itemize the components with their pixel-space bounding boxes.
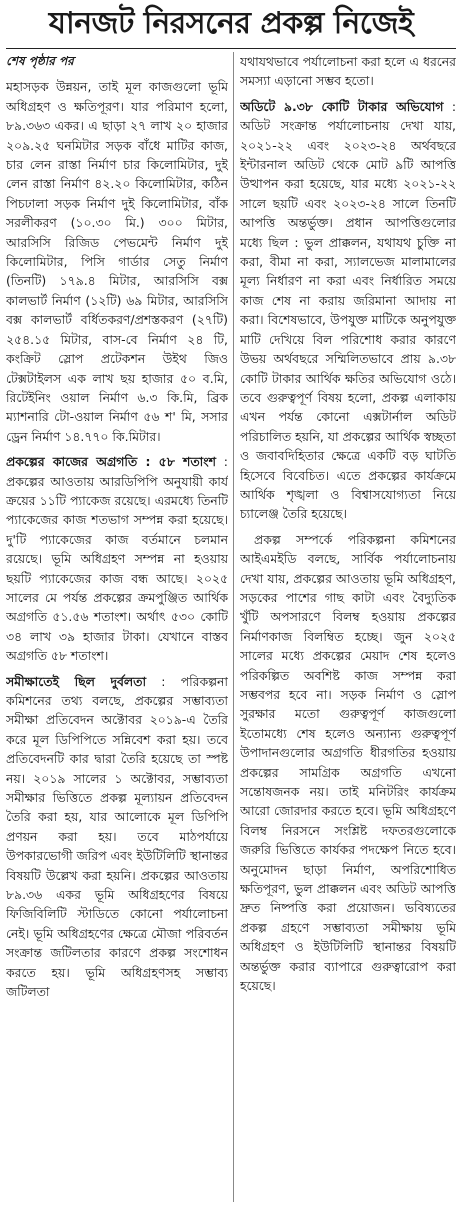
- headline: যানজট নিরসনের প্রকল্প নিজেই: [48, 6, 414, 41]
- audit-text: : অডিট সংক্রান্ত পর্যালোচনায় দেখা যায়, ২০২১-২২ এবং ২০২৩-২৪ অর্থবছরে ইন্টারনাল অডিট থেকে মোট ৯টি আপত্তি উত্থাপন করা হয়েছে, যার মধ্যে ২০২১-২২ সালে ছয়টি এবং ২০২৩-২৪ সালে তিনটি আপত্তি অন্তর্ভুক্ত। প্রধান আপত্তিগুলোর মধ্যে ছিল : ভুল প্রাক্কলন, যথাযথ চুক্তি না করা, বীমা না করা, স্যালভেজ মালামালের মূল্য নির্ধারণ না করা এবং নির্ধারিত সময়ে কাজ শেষ না করায় জরিমানা আদায় না করা। বিশেষভাবে, উপযুক্ত মাটিকে অনুপযুক্ত মাটি দেখিয়ে বিল পরিশোধ করার কারণে উভয় অর্থবছরে সম্মিলিতভাবে প্রায় ৯.৩৮ কোটি টাকার আর্থিক ক্ষতির অভিযোগ ওঠে। তবে গুরুত্বপূর্ণ বিষয় হলো, প্রকল্প এলাকায় এখন পর্যন্ত কোনো এক্সটার্নাল অডিট পরিচালিত হয়নি, যা প্রকল্পের আর্থিক স্বচ্ছতা ও জবাবদিহিতার ক্ষেত্রে একটি বড় ঘাটতি হিসেবে বিবেচিত। এতে প্রকল্পের কার্যক্রমে আর্থিক শৃঙ্খলা ও বিশ্বাসযোগ্যতা নিয়ে চ্যালেঞ্জ তৈরি হয়েছে।: [240, 98, 456, 522]
- right-paragraph-1: যথাযথভাবে পর্যালোচনা করা হলে এ ধরনের সমস্যা এড়ানো সম্ভব হতো।: [240, 54, 456, 89]
- continuation-kicker: শেষ পৃষ্ঠার পর: [6, 54, 74, 68]
- right-column: [240, 52, 456, 1202]
- left-column: [6, 52, 228, 1202]
- column-divider: [233, 52, 234, 1202]
- subheading-progress: প্রকল্পের কাজের অগ্রগতি : ৫৮ শতাংশ: [6, 454, 216, 470]
- left-paragraph-1: মহাসড়ক উন্নয়ন, তাই মূল কাজগুলো ভূমি অধিগ্রহণ ও ক্ষতিপূরণ। যার পরিমাণ হলো, ৮৯.৩৬৩ একর। এ ছাড়া ২৭ লাখ ২০ হাজার ২০৯.২৫ ঘনমিটার সড়ক বাঁধে মাটির কাজ, চার লেন রাস্তা নির্মাণ চার কিলোমিটার, দুই লেন রাস্তা নির্মাণ ৪২.২০ কিলোমিটার, কঠিন পিচঢালা সড়ক নির্মাণ দুই কিলোমিটার, বাঁক সরলীকরণ (১০.৩০ মি.) ৩০০ মিটার, আরসিসি রিজিড পেভমেন্ট নির্মাণ দুই কিলোমিটার, পিসি গার্ডার সেতু নির্মাণ (তিনটি) ১৭৯.৪ মিটার, আরসিসি বক্স কালভার্ট নির্মাণ (১২টি) ৬৯ মিটার, আরসিসি বক্স কালভার্ট বর্ধিতকরণ/প্রশস্তকরণ (২৭টি) ২৫৪.১৫ মিটার, বাস-বে নির্মাণ ২৪ টি, কংক্রিট স্লোপ প্রটেকশন উইথ জিও টেক্সটাইলস এক লাখ ছয় হাজার ৫০ ব.মি, রিটেইনিং ওয়াল নির্মাণ ৬.৩ কি.মি, ব্রিক ম্যাশনারি টো-ওয়াল নির্মাণ ৫৬ শ' মি, সসার ড্রেন নির্মাণ ১৪.৭৭০ কি.মিটার।: [6, 79, 228, 444]
- left-paragraph-3: [6, 672, 228, 1002]
- right-paragraph-2: [240, 97, 456, 524]
- headline-rule: [6, 48, 456, 49]
- subheading-audit: অডিটে ৯.৩৮ কোটি টাকার অভিযোগ: [240, 98, 444, 114]
- progress-text: : প্রকল্পের আওতায় আরডিপিপি অনুযায়ী কার্য ক্রয়ের ১১টি প্যাকেজ রয়েছে। এরমধ্যে তিনটি প্যাকেজের কাজ শতভাগ সম্পন্ন করা হয়েছে। দু'টি প্যাকেজের কাজ বর্তমানে চলমান রয়েছে। ভূমি অধিগ্রহণ সম্পন্ন না হওয়ায় ছয়টি প্যাকেজের কাজ বন্ধ আছে। ২০২৫ সালের মে পর্যন্ত প্রকল্পের ক্রমপুঞ্জিত আর্থিক অগ্রগতি ৫১.৫৬ শতাংশ। অর্থাৎ ৫৩০ কোটি ৩৪ লাখ ৩৯ হাজার টাকা। যেখানে বাস্তব অগ্রগতি ৫৮ শতাংশ।: [6, 454, 228, 664]
- survey-text: : পরিকল্পনা কমিশনের তথ্য বলছে, প্রকল্পের সম্ভাব্যতা সমীক্ষা প্রতিবেদন অক্টোবর ২০১৯-এ তৈরি করে মূল ডিপিপিতে সন্নিবেশ করা হয়। তবে প্রতিবেদনটি কার দ্বারা তৈরি হয়েছে তা স্পষ্ট নয়। ২০১৯ সালের ১ অক্টোবর, সম্ভাব্যতা সমীক্ষার ভিত্তিতে প্রকল্প মূল্যায়ন প্রতিবেদন তৈরি করা হয়, যার আলোকে মূল ডিপিপি প্রণয়ন করা হয়। তবে মাঠপর্যায়ে উপকারভোগী জরিপ এবং ইউটিলিটি স্থানান্তর বিষয়টি উল্লেখ করা হয়নি। প্রকল্পের আওতায় ৮৯.৩৬ একর ভূমি অধিগ্রহণের বিষয়ে ফিজিবিলিটি স্টাডিতে কোনো পর্যালোচনা নেই। ভূমি অধিগ্রহণের ক্ষেত্রে মৌজা পরিবর্তন সংক্রান্ত জটিলতার কারণে প্রকল্প সংশোধন করতে হয়। ভূমি অধিগ্রহণসহ সম্ভাব্য জটিলতা: [6, 673, 228, 1000]
- subheading-survey-weakness: সমীক্ষাতেই ছিল দুর্বলতা: [6, 673, 147, 689]
- left-paragraph-2: [6, 452, 228, 665]
- right-paragraph-3: প্রকল্প সম্পর্কে পরিকল্পনা কমিশনের আইএমইডি বলছে, সার্বিক পর্যালোচনায় দেখা যায়, প্রকল্পের আওতায় ভূমি অধিগ্রহণ, সড়কের পাশের গাছ কাটা এবং বৈদ্যুতিক খুঁটি অপসারণে বিলম্ব হওয়ায় প্রকল্পের নির্মাণকাজ বিলম্বিত হচ্ছে। জুন ২০২৫ সালের মধ্যে প্রকল্পের মেয়াদ শেষ হলেও পরিকল্পিত অবশিষ্ট কাজ সম্পন্ন করা সম্ভবপর হবে না। সড়ক নির্মাণ ও স্লোপ সুরক্ষার মতো গুরুত্বপূর্ণ কাজগুলো ইতোমধ্যে শেষ হলেও অন্যান্য গুরুত্বপূর্ণ উপাদানগুলোর অগ্রগতি ধীরগতির হওয়ায় প্রকল্পের সামগ্রিক অগ্রগতি এখনো সন্তোষজনক নয়। তাই মনিটরিং কার্যক্রম আরো জোরদার করতে হবে। ভূমি অধিগ্রহণে বিলম্ব নিরসনে সংশ্লিষ্ট দফতরগুলোকে জরুরি ভিত্তিতে কার্যকর পদক্ষেপ নিতে হবে। অনুমোদন ছাড়া নির্মাণ, অপরিশোধিত ক্ষতিপূরণ, ভুল প্রাক্কলন এবং অডিট আপত্তি দ্রুত নিষ্পত্তি করা প্রয়োজন। ভবিষ্যতের প্রকল্প গ্রহণে সম্ভাব্যতা সমীক্ষায় ভূমি অধিগ্রহণ ও ইউটিলিটি স্থানান্তর বিষয়টি অন্তর্ভুক্ত করার ব্যাপারে গুরুত্বারোপ করা হয়েছে।: [240, 531, 456, 994]
